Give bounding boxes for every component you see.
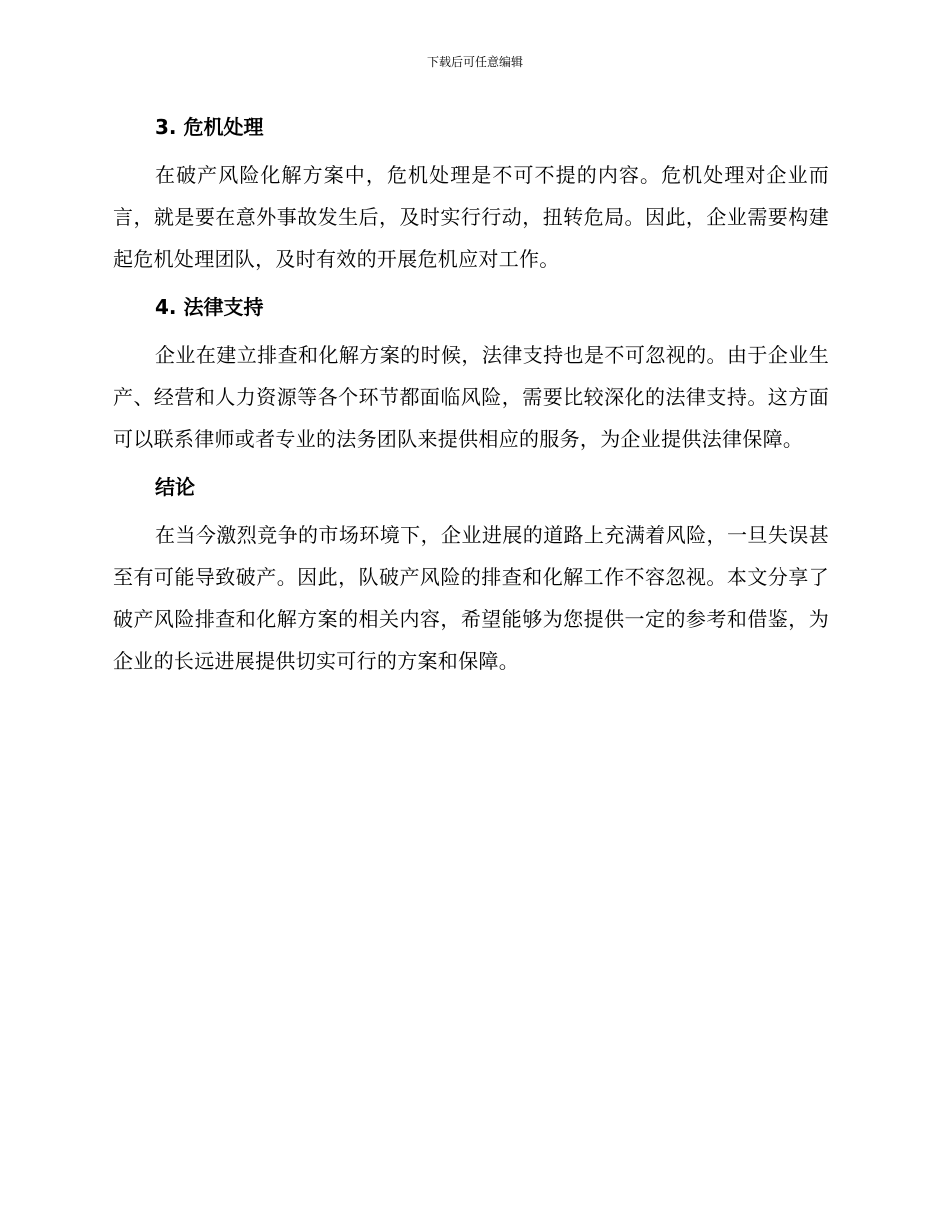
section-heading-crisis: 3. 危机处理	[155, 115, 264, 139]
page-header: 下载后可任意编辑	[426, 55, 523, 69]
document-body	[113, 112, 829, 694]
section-paragraph-crisis: 在破产风险化解方案中，危机处理是不可不提的内容。危机处理对企业而言，就是要在意外事故发生后，及时实行行动，扭转危局。因此，企业需要构建起危机处理团队，及时有效的开展危机应对工作。	[113, 163, 829, 271]
section-paragraph-legal: 企业在建立排查和化解方案的时候，法律支持也是不可忽视的。由于企业生产、经营和人力资源等各个环节都面临风险，需要比较深化的法律支持。这方面可以联系律师或者专业的法务团队来提供相应的服务，为企业提供法律保障。	[113, 343, 829, 451]
section-heading-conclusion: 结论	[155, 475, 195, 499]
section-paragraph-conclusion: 在当今激烈竞争的市场环境下，企业进展的道路上充满着风险，一旦失误甚至有可能导致破产。因此，队破产风险的排查和化解工作不容忽视。本文分享了破产风险排查和化解方案的相关内容，希望能够为您提供一定的参考和借鉴，为企业的长远进展提供切实可行的方案和保障。	[113, 523, 829, 673]
section-heading-legal: 4. 法律支持	[155, 295, 264, 319]
